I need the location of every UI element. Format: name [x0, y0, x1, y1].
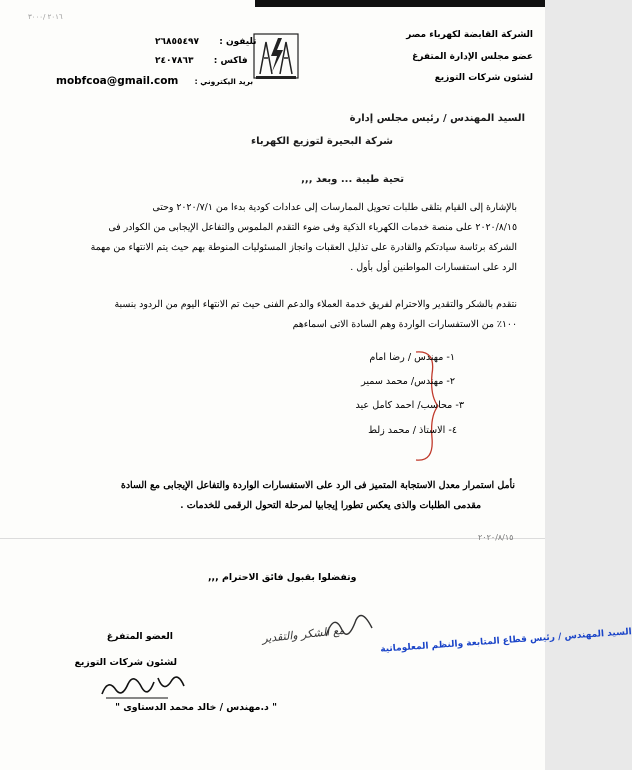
phone-row — [155, 37, 257, 47]
email-row — [56, 75, 253, 87]
reference-number: ٢٠١٦ /٣٠٠٠ — [28, 13, 63, 21]
paragraph-1 — [91, 198, 517, 278]
recipient-company: شركة البحيرة لتوزيع الكهرباء — [251, 136, 393, 147]
paragraph-line: ٢٠٢٠/٨/١٥ على منصة خدمات الكهرباء الذكية وفى ضوء التقدم الملموس والتفاعل الإيجابى من الكوادر فى — [108, 222, 517, 233]
paragraph-line: الشركة برئاسة سيادتكم والقادرة على تذليل العقبات وانجاز المسئوليات المنوطة بهم حيث يتم الانتهاء من مهمة — [90, 242, 517, 253]
paragraph-line: نتقدم بالشكر والتقدير والاحترام لفريق خدمة العملاء والدعم الفنى حيث تم الانتهاء اليوم من الردود بنسبة — [114, 299, 517, 310]
paragraph-3 — [121, 476, 515, 516]
list-item: ١- مهندس / رضا امام — [369, 352, 455, 363]
signature-title: العضو المتفرغ — [106, 631, 173, 642]
org-position: عضو مجلس الإدارة المتفرغ — [412, 52, 533, 62]
handwritten-note: السيد المهندس / رئيس قطاع المتابعة والنظم المعلوماتية — [379, 627, 632, 655]
paragraph-line: الرد على استفسارات المواطنين أول بأول . — [350, 262, 517, 273]
handwritten-remark: مع الشكر والتقدير — [261, 623, 346, 646]
list-item: ٣- محاسب/ احمد كامل عيد — [355, 400, 464, 411]
paragraph-line: مقدمى الطلبات والذى يعكس تطورا إيجابيا لمرحلة التحول الرقمى للخدمات . — [180, 500, 481, 511]
signatory-name: " د.مهندس / خالد محمد الدستاوى " — [115, 702, 277, 713]
list-item: ٢- مهندس/ محمد سمير — [361, 376, 455, 387]
paragraph-line: نأمل استمرار معدل الاستجابة المتميز فى الرد على الاستفسارات الواردة والتفاعل الإيجابى مع السادة — [120, 480, 515, 491]
phone-number: ٢٦٨٥٥٤٩٧ — [155, 37, 199, 47]
paragraph-line: بالإشارة إلى القيام بتلقى طلبات تحويل الممارسات إلى عدادات كودية بدءا من ٢٠٢٠/٧/١ وحتى — [152, 202, 517, 213]
phone-label: تليفون : — [219, 37, 257, 47]
fax-number: ٢٤٠٧٨٦٣ — [155, 56, 194, 66]
scan-top-edge — [0, 0, 545, 7]
scan-fold-line — [0, 538, 545, 539]
email-address[interactable]: mobfcoa@gmail.com — [56, 75, 179, 87]
recipient-title: السيد المهندس / رئيس مجلس إدارة — [349, 113, 525, 124]
email-label: بريد اليكتروني : — [194, 77, 254, 86]
greeting: تحية طيبة ... وبعد ,,, — [301, 174, 404, 185]
fax-row — [155, 56, 248, 66]
paragraph-line: ١٠٠٪ من الاستفسارات الواردة وهم السادة الاتى اسماءهم — [292, 319, 517, 330]
fax-label: فاكس : — [213, 56, 248, 66]
list-item: ٤- الاستاذ / محمد زلط — [368, 425, 457, 436]
closing-line: وتفضلوا بقبول فائق الاحترام ,,, — [208, 572, 357, 583]
signature-department: لشئون شركات التوزيع — [74, 657, 177, 668]
signature-scribble-icon — [98, 668, 188, 702]
org-name: الشركة القابضة لكهرباء مصر — [406, 30, 533, 40]
company-logo-icon — [252, 32, 300, 82]
initials-scribble-icon — [320, 606, 380, 646]
paragraph-2 — [115, 295, 517, 335]
org-department: لشئون شركات التوزيع — [434, 73, 533, 83]
stamp-date: ٢٠٢٠/٨/١٥ — [478, 533, 514, 542]
